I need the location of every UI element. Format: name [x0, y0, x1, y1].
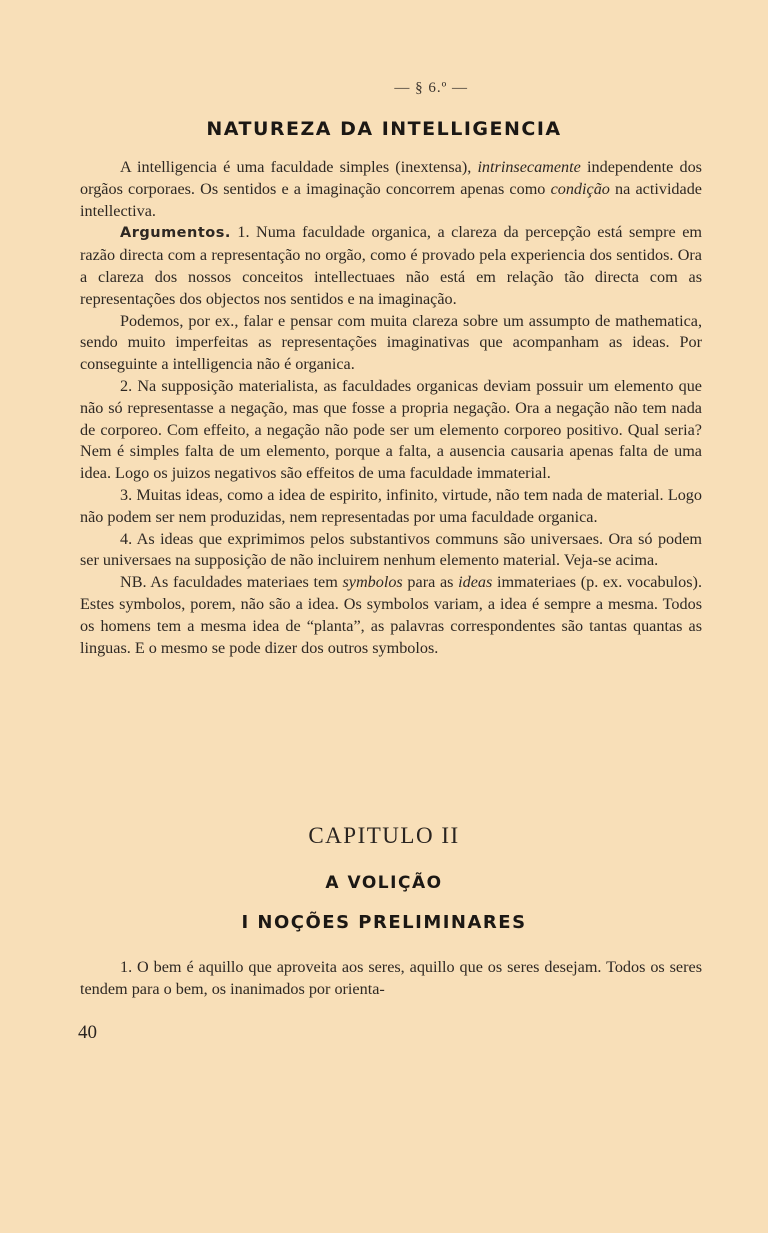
paragraph-arguments [80, 222, 702, 310]
paragraph-nota-bene [80, 572, 702, 659]
text-run: immateriaes (p. ex. vocabulos). Estes symbolos, porem, não são a idea. Os symbolos variam, a idea é sempre a mesma. Todos os homens tem a mesma idea de “planta”, as palavras correspondentes são tantas quantas as linguas. E o mesmo se pode dizer dos outros symbolos. [80, 573, 702, 657]
italic-term: ideas [458, 573, 493, 592]
text-run: para as [402, 573, 459, 592]
paragraph-argument-3: 3. Muitas ideas, como a idea de espirito, infinito, virtude, não tem nada de material. Logo não podem ser nem produzidas, nem representadas por uma faculdade organica. [80, 485, 702, 526]
italic-term: intrinsecamente [477, 158, 581, 176]
paragraph-thesis [80, 157, 702, 222]
chapter-heading: CAPITULO II [308, 823, 460, 848]
italic-term: symbolos [342, 573, 403, 592]
text-run: NB. As faculdades materiaes tem [120, 573, 343, 592]
section-title: NATUREZA DA INTELLIGENCIA [206, 118, 562, 140]
paragraph-example: Podemos, por ex., falar e pensar com muita clareza sobre um assumpto de mathematica, sendo muito imperfeitas as representações imaginativas que acompanham as ideas. Por conseguinte a intelligencia não é organica. [80, 311, 702, 374]
chapter-subtitle: I NOÇÕES PRELIMINARES [241, 912, 527, 933]
text-run: na actividade intellectiva. [80, 179, 702, 220]
paragraph-bem: 1. O bem é aquillo que aproveita aos seres, aquillo que os seres desejam. Todos os seres tendem para o bem, os inanimados por orienta- [80, 958, 702, 998]
section-number: — § 6.º — [394, 80, 468, 96]
chapter-body [80, 957, 702, 1001]
paragraph-argument-2: 2. Na supposição materialista, as faculdades organicas deviam possuir um elemento que não só representasse a negação, mas que fosse a propria negação. Ora a negação não tem nada de corporeo. Com effeito, a negação não pode ser um elemento corporeo positivo. Qual seria? Nem é simples falta de um elemento, porque a falta, a ausencia causaria apenas falta de uma idea. Logo os juizos negativos são effeitos de uma faculdade immaterial. [80, 376, 702, 483]
section-body [80, 157, 702, 659]
text-run: 1. Numa faculdade organica, a clareza da percepção está sempre em razão directa com a representação no orgão, como é provado pela experiencia dos sentidos. Ora a clareza dos nossos conceitos intellectuaes não está em relação tão directa com as representações dos objectos nos sentidos e na imaginação. [80, 223, 702, 308]
arguments-label: Argumentos. [120, 225, 231, 242]
paragraph-argument-4: 4. As ideas que exprimimos pelos substantivos communs são universaes. Ora só podem ser universaes na supposição de não incluirem nenhum elemento material. Veja-se acima. [80, 529, 702, 570]
italic-term: condição [550, 179, 610, 198]
chapter-title: A VOLIÇÃO [325, 873, 443, 893]
text-run: A intelligencia é uma faculdade simples (inextensa), [120, 158, 478, 176]
text-run: independente dos orgãos corporaes. Os sentidos e a imaginação concorrem apenas como [80, 158, 702, 198]
page-number: 40 [78, 1022, 97, 1043]
